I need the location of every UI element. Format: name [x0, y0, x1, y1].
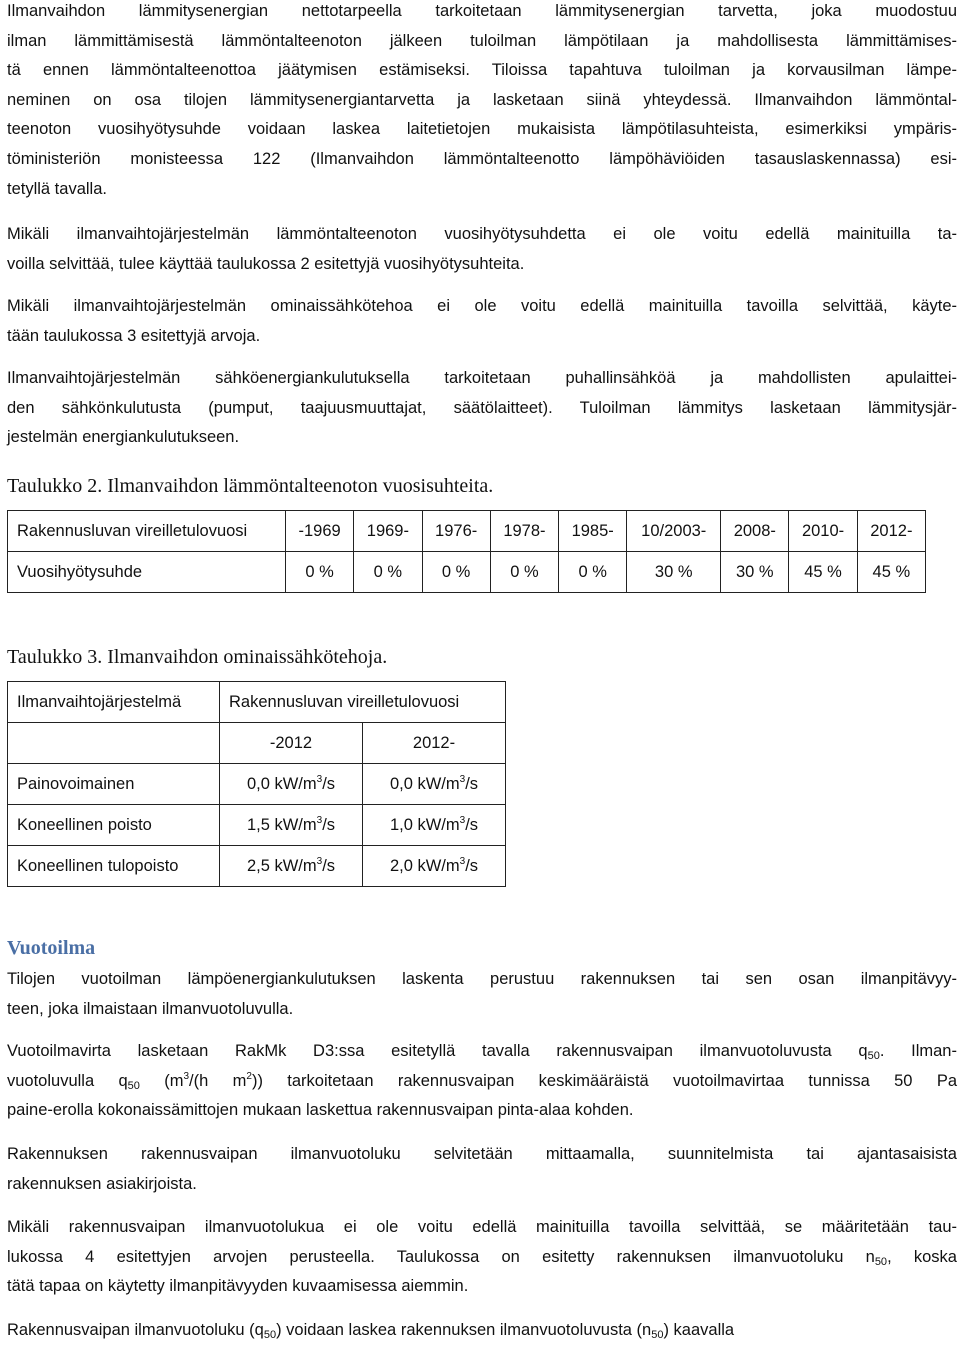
table-row: [8, 682, 506, 723]
table-cell: Koneellinen tulopoisto: [8, 846, 220, 887]
table-row: [8, 805, 506, 846]
table-cell: 0 %: [490, 552, 558, 593]
paragraph-leakage-intro: [7, 965, 957, 1024]
paragraph-efficiency-fallback: [7, 220, 957, 279]
table-header-cell: Rakennusluvan vireilletulovuosi: [220, 682, 506, 723]
text-line: Ilmanvaihdon lämmitysenergian nettotarpeella tarkoitetaan lämmitysenergian tarvetta, joka muodostuu: [7, 2, 957, 20]
table-cell: 1,5 $kW/m^3/s$: [220, 805, 363, 846]
paragraph-leakage-table4: [7, 1213, 957, 1302]
table-row: [8, 723, 506, 764]
text-line: tätä tapaa on käytetty ilmanpitävyyden kuvaamisessa aiemmin.: [7, 1277, 469, 1296]
paragraph-leakage-flow: [7, 1037, 957, 1126]
paragraph-ventilation-heating: [7, 0, 957, 204]
table-row: [8, 846, 506, 887]
text-line: Rakennusvaipan ilmanvuotoluku $(q_{50})$ voidaan laskea rakennuksen ilmanvuotoluvusta $(n_{50})$ kaavalla: [7, 1321, 735, 1341]
table-header-cell: -1969: [285, 511, 353, 552]
text-line: Mikäli ilmanvaihtojärjestelmän ominaissähkötehoa ei ole voitu edellä mainituilla tavoilla selvittää, käyte-: [7, 297, 957, 315]
table-row: [8, 764, 506, 805]
text-line: Ilmanvaihtojärjestelmän sähköenergiankulutuksella tarkoitetaan puhallinsähköä ja mahdollisten apulaittei-: [7, 369, 957, 387]
text-line: Tilojen vuotoilman lämpöenergiankulutuksen laskenta perustuu rakennuksen tai sen osan ilmanpitävyy-: [7, 970, 957, 988]
table3-caption: Taulukko 3. Ilmanvaihdon ominaissähkötehoja.: [7, 646, 388, 668]
table-cell: 0 %: [422, 552, 490, 593]
table-cell: 2,5 $kW/m^3/s$: [220, 846, 363, 887]
table-header-cell: Ilmanvaihtojärjestelmä: [8, 682, 220, 723]
table-header-cell: -2012: [220, 723, 363, 764]
paragraph-electricity: [7, 364, 957, 453]
table-cell: 45 %: [789, 552, 857, 593]
table-cell: [8, 723, 220, 764]
text-line: teenoton vuosihyötysuhde voidaan laskea laitetietojen mukaisista lämpötilasuhteista, esimerkiksi ympäris-: [7, 120, 957, 139]
text-line: vuotoluvulla $q_{50}$ ($m^3/(h$ $m^2$)) tarkoitetaan rakennusvaipan keskimääräistä vuotoilmavirtaa tunnissa 50 Pa: [7, 1070, 957, 1092]
table-cell: 2,0 $kW/m^3/s$: [363, 846, 506, 887]
text-line: den sähkönkulutusta (pumput, taajuusmuuttajat, säätölaitteet). Tuloilman lämmitys lasketaan lämmitysjär-: [7, 398, 957, 417]
table-cell: 1,0 $kW/m^3/s$: [363, 805, 506, 846]
table-cell: Painovoimainen: [8, 764, 220, 805]
table-cell: 0 %: [559, 552, 627, 593]
text-line: tetyllä tavalla.: [7, 179, 107, 198]
table-header-cell: 10/2003-: [627, 511, 721, 552]
table-header-cell: 2008-: [721, 511, 789, 552]
text-line: teen, joka ilmaistaan ilmanvuotoluvulla.: [7, 999, 294, 1018]
table-header-cell: 1976-: [422, 511, 490, 552]
text-line: Vuotoilmavirta lasketaan RakMk D3:ssa esitetyllä tavalla rakennusvaipan ilmanvuotoluvusta $q_{50}$. Ilman-: [7, 1042, 957, 1062]
table-specific-fan-power: [7, 681, 506, 887]
paragraph-leakage-formula: [7, 1316, 957, 1346]
table-cell: Vuosihyötysuhde: [8, 552, 286, 593]
table-header-cell: 1969-: [354, 511, 422, 552]
text-line: neminen on osa tilojen lämmitysenergiantarvetta ja lasketaan siinä yhteydessä. Ilmanvaihdon lämmöntal-: [7, 90, 957, 109]
text-line: rakennuksen asiakirjoista.: [7, 1174, 197, 1193]
table2-caption: Taulukko 2. Ilmanvaihdon lämmöntalteenoton vuosisuhteita.: [7, 475, 494, 497]
text-line: lukossa 4 esitettyjen arvojen perusteella. Taulukossa on esitetty rakennuksen ilmanvuotoluku $n_{50}$, koska: [7, 1247, 957, 1268]
text-line: paine-erolla kokonaissämittojen mukaan laskettua rakennusvaipan pinta-alaa kohden.: [7, 1101, 634, 1120]
table-cell: 0,0 $kW/m^3/s$: [220, 764, 363, 805]
table-header-cell: 1978-: [490, 511, 558, 552]
text-line: jestelmän energiankulutukseen.: [7, 428, 240, 447]
table-header-cell: 2012-: [363, 723, 506, 764]
section-heading: Vuotoilma: [7, 937, 96, 959]
text-line: Rakennuksen rakennusvaipan ilmanvuotoluku selvitetään mittaamalla, suunnitelmista tai ajantasaisista: [7, 1145, 957, 1163]
text-line: tä ennen lämmöntalteenottoa jäätymisen estämiseksi. Tiloissa tapahtuva tuloilman ja korvausilman lämpe-: [7, 61, 957, 80]
paragraph-leakage-measurement: [7, 1140, 957, 1199]
table-cell: 0,0 $kW/m^3/s$: [363, 764, 506, 805]
table-heat-recovery-efficiency: [7, 510, 926, 593]
table-row: [8, 511, 926, 552]
table-row: [8, 552, 926, 593]
table-header-cell: Rakennusluvan vireilletulovuosi: [8, 511, 286, 552]
table-header-cell: 1985-: [559, 511, 627, 552]
text-line: ilman lämmittämisestä lämmöntalteenoton jälkeen tuloilman lämpötilaan ja mahdollisesta lämmittämises-: [7, 31, 957, 50]
paragraph-sfp-fallback: [7, 292, 957, 351]
table-header-cell: 2012-: [857, 511, 925, 552]
text-line: Mikäli rakennusvaipan ilmanvuotolukua ei ole voitu edellä mainituilla tavoilla selvittää, se määritetään tau-: [7, 1218, 957, 1236]
table-cell: 30 %: [721, 552, 789, 593]
table-cell: 0 %: [354, 552, 422, 593]
text-line: tään taulukossa 3 esitettyjä arvoja.: [7, 326, 261, 345]
table-cell: Koneellinen poisto: [8, 805, 220, 846]
table-cell: 30 %: [627, 552, 721, 593]
table-cell: 45 %: [857, 552, 925, 593]
text-line: töministeriön monisteessa 122 (Ilmanvaihdon lämmöntalteenotto lämpöhäviöiden tasauslaskennassa) esi-: [7, 149, 957, 168]
table-header-cell: 2010-: [789, 511, 857, 552]
text-line: voilla selvittää, tulee käyttää taulukossa 2 esitettyjä vuosihyötysuhteita.: [7, 254, 525, 273]
table-cell: 0 %: [285, 552, 353, 593]
text-line: Mikäli ilmanvaihtojärjestelmän lämmöntalteenoton vuosihyötysuhdetta ei ole voitu edellä mainituilla ta-: [7, 225, 957, 243]
